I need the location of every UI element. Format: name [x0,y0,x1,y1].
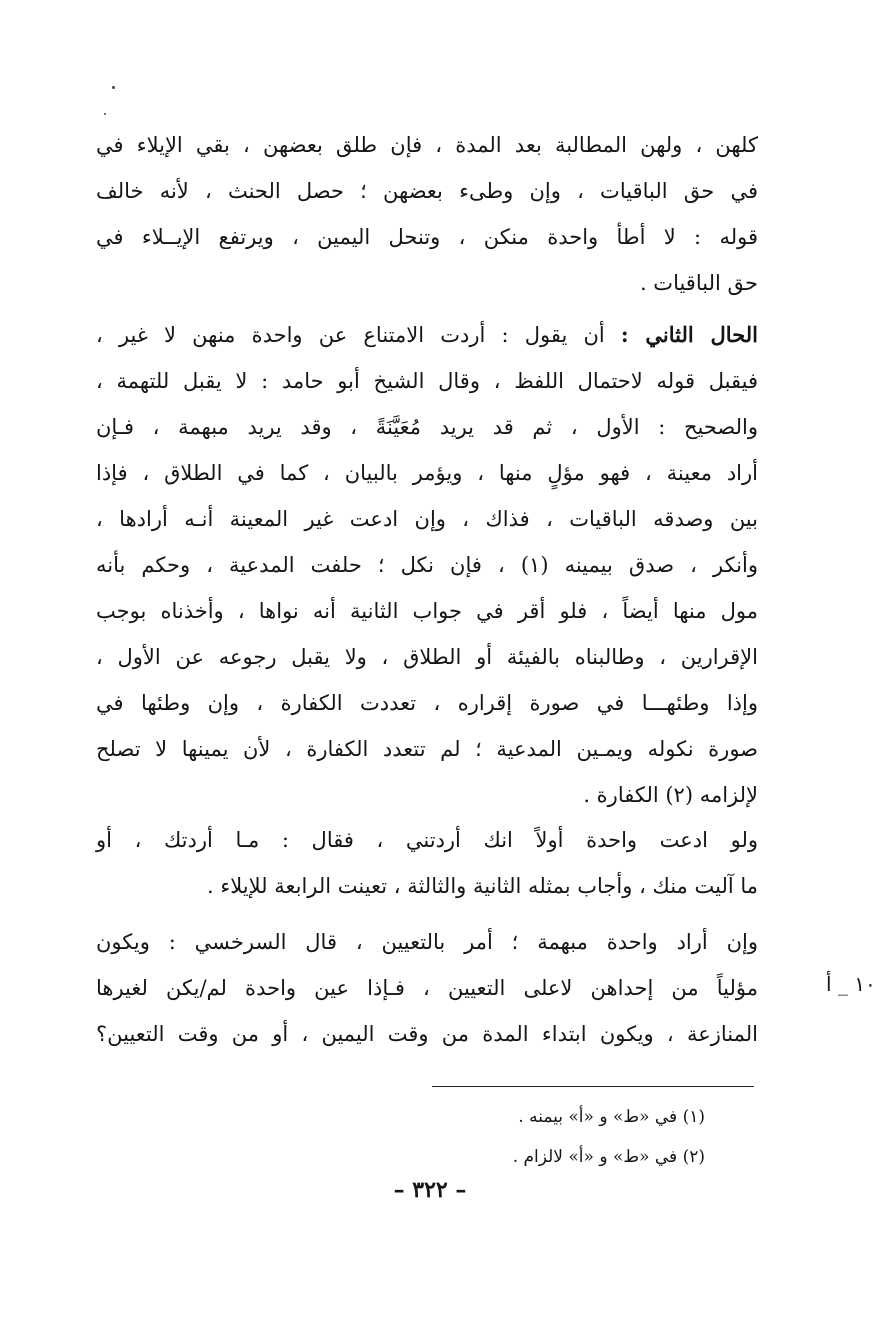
ink-speck [104,113,106,115]
ink-speck [112,86,115,89]
text-line: قوله : لا أطأ واحدة منكن ، وتنحل اليمين ، ويرتفع الإيــلاء في [96,225,758,249]
text-line: وإذا وطئهـــا في صورة إقراره ، تعددت الكفارة ، وإن وطئها في [96,691,758,715]
page-number: – ٣٢٢ – [393,1177,467,1203]
text-line: الإقرارين ، وطالبناه بالفيئة أو الطلاق ، ولا يقبل رجوعه عن الأول ، [96,645,758,669]
footnote-divider [432,1086,754,1087]
text-line: مؤلياً من إحداهن لاعلى التعيين ، فـإذا عين واحدة لم/يكن لغيرها [96,976,758,1000]
margin-folio-note: ١٠ _ أ [826,972,876,996]
text-line: المنازعة ، ويكون ابتداء المدة من وقت اليمين ، أو من وقت التعيين؟ [96,1022,758,1046]
text-line: صورة نكوله ويمـين المدعية ؛ لم تتعدد الكفارة ، لأن يمينها لا تصلح [96,737,758,761]
text-line: والصحيح : الأول ، ثم قد يريد مُعَيَّنَةً ، وقد يريد مبهمة ، فـإن [96,415,758,439]
paragraph-1 [96,122,758,306]
text-line: في حق الباقيات ، وإن وطىء بعضهن ؛ حصل الحنث ، لأنه خالف [96,179,758,203]
section-heading: الحال الثاني : [620,322,758,347]
text-segment: أن يقول : أردت الامتناع عن واحدة منهن لا غير ، [96,323,621,347]
text-line: وأنكر ، صدق بيمينه (١) ، فإن نكل ؛ حلفت المدعية ، وحكم بأنه [96,553,758,577]
text-line: أراد معينة ، فهو مؤلٍ منها ، ويؤمر بالبيان ، كما في الطلاق ، فإذا [96,461,758,485]
footnote-1: (١) في «ط» و «أ» بيمنه . [518,1107,705,1127]
paragraph-4 [96,919,758,1057]
footnotes [300,1097,705,1177]
text-line: مول منها أيضاً ، فلو أقر في جواب الثانية أنه نواها ، وأخذناه بوجب [96,599,758,623]
footnote-2: (٢) في «ط» و «أ» لالزام . [512,1147,705,1167]
text-line: حق الباقيات . [639,271,758,295]
text-line [96,312,758,358]
text-line: وإن أراد واحدة مبهمة ؛ أمر بالتعيين ، قال السرخسي : ويكون [96,930,758,954]
paragraph-3 [96,817,758,909]
text-line: بين وصدقه الباقيات ، فذاك ، وإن ادعت غير المعينة أنـه أرادها ، [96,507,758,531]
paragraph-2 [96,312,758,818]
text-line: ولو ادعت واحدة أولاً انك أردتني ، فقال : مـا أردتك ، أو [96,828,758,852]
text-line: لإلزامه (٢) الكفارة . [583,783,758,807]
text-line: فيقبل قوله لاحتمال اللفظ ، وقال الشيخ أبو حامد : لا يقبل للتهمة ، [96,369,758,393]
text-line: كلهن ، ولهن المطالبة بعد المدة ، فإن طلق بعضهن ، بقي الإيلاء في [96,133,758,157]
text-line: ما آليت منك ، وأجاب بمثله الثانية والثالثة ، تعينت الرابعة للإيلاء . [207,874,758,898]
